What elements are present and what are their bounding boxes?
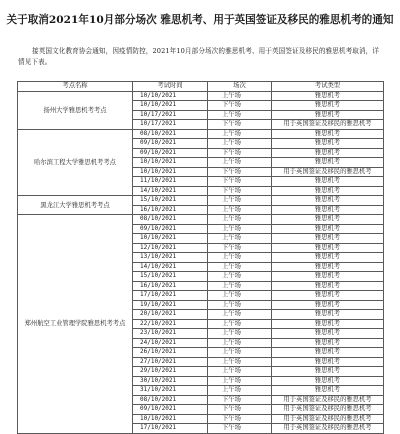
date-cell: 10/10/2021 — [133, 101, 208, 111]
session-cell: 上午场 — [208, 310, 272, 320]
table-row — [18, 196, 384, 206]
session-cell: 上午场 — [208, 281, 272, 291]
session-cell: 上午场 — [208, 376, 272, 386]
date-cell: 08/10/2021 — [133, 215, 208, 225]
session-cell: 上午场 — [208, 272, 272, 282]
type-cell: 雅思机考 — [272, 224, 384, 234]
notice-title: 关于取消2021年10月部分场次 雅思机考、用于英国签证及移民的雅思机考的通知 — [6, 14, 394, 26]
session-cell: 上午场 — [208, 158, 272, 168]
date-cell: 29/10/2021 — [133, 367, 208, 377]
type-cell: 雅思机考 — [272, 338, 384, 348]
venue-cell: 黑龙江大学雅思机考考点 — [18, 196, 133, 215]
type-cell: 雅思机考 — [272, 376, 384, 386]
session-cell: 下午场 — [208, 414, 272, 424]
session-cell: 上午场 — [208, 386, 272, 396]
type-cell: 雅思机考 — [272, 101, 384, 111]
session-cell: 上午场 — [208, 300, 272, 310]
session-cell: 上午场 — [208, 196, 272, 206]
type-cell: 雅思机考 — [272, 148, 384, 158]
type-cell: 用于英国签证及移民的雅思机考 — [272, 395, 384, 405]
session-cell: 上午场 — [208, 348, 272, 358]
date-cell: 19/10/2021 — [133, 300, 208, 310]
session-cell: 下午场 — [208, 243, 272, 253]
type-cell: 用于英国签证及移民的雅思机考 — [272, 405, 384, 415]
type-cell: 雅思机考 — [272, 348, 384, 358]
session-cell: 下午场 — [208, 395, 272, 405]
date-cell: 09/10/2021 — [133, 148, 208, 158]
type-cell: 雅思机考 — [272, 139, 384, 149]
session-cell: 下午场 — [208, 148, 272, 158]
type-cell: 雅思机考 — [272, 300, 384, 310]
date-cell: 27/10/2021 — [133, 357, 208, 367]
session-cell: 上午场 — [208, 215, 272, 225]
type-cell: 雅思机考 — [272, 386, 384, 396]
date-cell: 09/10/2021 — [133, 139, 208, 149]
type-cell: 雅思机考 — [272, 186, 384, 196]
type-cell: 雅思机考 — [272, 367, 384, 377]
date-cell: 13/10/2021 — [133, 253, 208, 263]
session-cell: 下午场 — [208, 186, 272, 196]
type-cell: 用于英国签证及移民的雅思机考 — [272, 424, 384, 434]
date-cell: 14/10/2021 — [133, 262, 208, 272]
notice-intro: 接英国文化教育协会通知，因疫情防控，2021年10月部分场次的雅思机考、用于英国签证及移民的雅思机考取消，详情见下表。 — [18, 47, 380, 66]
date-cell: 26/10/2021 — [133, 348, 208, 358]
venue-cell: 哈尔滨工程大学雅思机考考点 — [18, 129, 133, 196]
date-cell: 22/10/2021 — [133, 319, 208, 329]
session-cell: 上午场 — [208, 291, 272, 301]
session-cell: 下午场 — [208, 101, 272, 111]
type-cell: 用于英国签证及移民的雅思机考 — [272, 120, 384, 130]
venue-cell: 扬州大学雅思机考考点 — [18, 91, 133, 129]
session-cell: 上午场 — [208, 205, 272, 215]
type-cell: 雅思机考 — [272, 234, 384, 244]
session-cell: 上午场 — [208, 357, 272, 367]
type-cell: 雅思机考 — [272, 205, 384, 215]
date-cell: 08/10/2021 — [133, 395, 208, 405]
session-cell: 下午场 — [208, 405, 272, 415]
date-cell: 10/10/2021 — [133, 158, 208, 168]
type-cell: 用于英国签证及移民的雅思机考 — [272, 414, 384, 424]
date-cell: 10/10/2021 — [133, 167, 208, 177]
type-cell: 雅思机考 — [272, 91, 384, 101]
session-cell: 下午场 — [208, 424, 272, 434]
type-cell: 雅思机考 — [272, 110, 384, 120]
type-cell: 雅思机考 — [272, 310, 384, 320]
date-cell: 16/10/2021 — [133, 281, 208, 291]
date-cell: 09/10/2021 — [133, 224, 208, 234]
date-cell: 15/10/2021 — [133, 272, 208, 282]
header-type: 考试类型 — [272, 82, 384, 92]
session-cell: 上午场 — [208, 253, 272, 263]
date-cell: 08/10/2021 — [133, 129, 208, 139]
header-date: 考试时间 — [133, 82, 208, 92]
session-cell: 上午场 — [208, 262, 272, 272]
table-body — [18, 91, 384, 433]
date-cell: 10/10/2021 — [133, 414, 208, 424]
table-row — [18, 129, 384, 139]
session-cell: 上午场 — [208, 234, 272, 244]
type-cell: 雅思机考 — [272, 177, 384, 187]
type-cell: 雅思机考 — [272, 319, 384, 329]
type-cell: 雅思机考 — [272, 196, 384, 206]
date-cell: 17/10/2021 — [133, 424, 208, 434]
date-cell: 10/17/2021 — [133, 120, 208, 130]
type-cell: 雅思机考 — [272, 215, 384, 225]
date-cell: 24/10/2021 — [133, 338, 208, 348]
session-cell: 上午场 — [208, 367, 272, 377]
type-cell: 雅思机考 — [272, 262, 384, 272]
date-cell: 10/10/2021 — [133, 91, 208, 101]
date-cell: 10/10/2021 — [133, 234, 208, 244]
session-cell: 下午场 — [208, 167, 272, 177]
session-cell: 上午场 — [208, 129, 272, 139]
date-cell: 20/10/2021 — [133, 310, 208, 320]
type-cell: 雅思机考 — [272, 357, 384, 367]
table-row — [18, 91, 384, 101]
session-cell: 上午场 — [208, 139, 272, 149]
session-cell: 下午场 — [208, 177, 272, 187]
session-cell: 上午场 — [208, 224, 272, 234]
date-cell: 09/10/2021 — [133, 405, 208, 415]
header-session: 场次 — [208, 82, 272, 92]
date-cell: 12/10/2021 — [133, 243, 208, 253]
session-cell: 上午场 — [208, 329, 272, 339]
type-cell: 雅思机考 — [272, 243, 384, 253]
type-cell: 雅思机考 — [272, 281, 384, 291]
type-cell: 雅思机考 — [272, 291, 384, 301]
type-cell: 雅思机考 — [272, 329, 384, 339]
date-cell: 11/10/2021 — [133, 177, 208, 187]
session-cell: 上午场 — [208, 319, 272, 329]
session-cell: 上午场 — [208, 110, 272, 120]
type-cell: 雅思机考 — [272, 129, 384, 139]
type-cell: 雅思机考 — [272, 272, 384, 282]
cancelled-exams-table — [17, 81, 384, 434]
date-cell: 17/10/2021 — [133, 291, 208, 301]
type-cell: 用于英国签证及移民的雅思机考 — [272, 167, 384, 177]
venue-cell: 郑州航空工业管理学院雅思机考考点 — [18, 215, 133, 434]
date-cell: 30/10/2021 — [133, 376, 208, 386]
date-cell: 23/10/2021 — [133, 329, 208, 339]
header-venue: 考点名称 — [18, 82, 133, 92]
table-header-row — [18, 82, 384, 92]
date-cell: 15/10/2021 — [133, 196, 208, 206]
table-row — [18, 215, 384, 225]
session-cell: 上午场 — [208, 338, 272, 348]
session-cell: 上午场 — [208, 91, 272, 101]
date-cell: 14/10/2021 — [133, 186, 208, 196]
session-cell: 下午场 — [208, 120, 272, 130]
date-cell: 31/10/2021 — [133, 386, 208, 396]
date-cell: 16/10/2021 — [133, 205, 208, 215]
type-cell: 雅思机考 — [272, 158, 384, 168]
date-cell: 10/17/2021 — [133, 110, 208, 120]
type-cell: 雅思机考 — [272, 253, 384, 263]
